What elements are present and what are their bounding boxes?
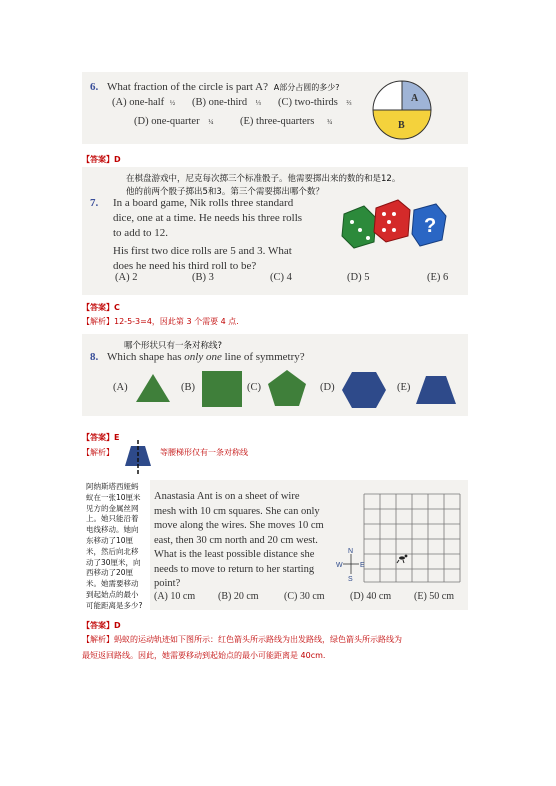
q7-answer: 【答案】C [82, 303, 120, 312]
q6-option-e: (E) three-quarters ¾ [240, 116, 333, 127]
trapezoid-shape [414, 374, 458, 406]
q6-cn: A部分占圆的多少? [273, 83, 340, 92]
q7-option-b: (B) 3 [192, 272, 214, 283]
q8-option-b: (B) [181, 382, 195, 393]
q8-option-c: (C) [247, 382, 261, 393]
q7-option-c: (C) 4 [270, 272, 292, 283]
q9-option-d: (D) 40 cm [350, 591, 392, 602]
q8-answer: 【答案】E [82, 433, 120, 442]
q9-answer: 【答案】D [82, 621, 121, 630]
triangle-shape [134, 372, 172, 404]
square-shape [201, 370, 243, 408]
q8-number: 8. [90, 351, 99, 363]
q6-stem [90, 80, 339, 95]
compass-s: S [348, 576, 353, 582]
q7-analysis: 【解析】12-5-3=4，因此第 3 个需要 4 点. [82, 317, 239, 326]
q6-option-a: (A) one-half ½ [112, 97, 176, 108]
q9-option-a: (A) 10 cm [154, 591, 196, 602]
compass-n: N [348, 548, 354, 555]
q6-option-c: (C) two-thirds ⅔ [278, 97, 352, 108]
q8-stem: 8. Which shape has only one line of symmetry? [90, 351, 305, 363]
q7-text: In a board game, Nik rolls three standard dice, one at a time. He needs his three rolls to add to 12. His first two dice rolls are 5 and 3. What does he need his third roll to be? [113, 197, 303, 272]
q8-option-d: (D) [320, 382, 335, 393]
circle-label-b: B [398, 120, 405, 131]
q6-number: 6. [90, 81, 99, 93]
q8-cn: 哪个形状只有一条对称线? [124, 341, 223, 351]
q9-option-c: (C) 30 cm [284, 591, 325, 602]
q7-number: 7. [90, 197, 99, 209]
compass-rose [336, 546, 366, 582]
q6-circle-diagram [370, 78, 434, 142]
q9-cn-text: 阿纳斯塔西娅蚂 蚁在一张10厘米 见方的金属丝网 上。她只能沿着 电线移动。她向 东移动了10厘 米，然后向北移 动了30厘米，向 西移动了20厘 米。她需要移动 到起始点的最小 可能距离是多少? [86, 482, 143, 610]
trapezoid-symmetry-figure [118, 440, 158, 474]
q8-analysis-text: 等腰梯形仅有一条对称线 [160, 448, 248, 457]
q8-option-a: (A) [113, 382, 128, 393]
q7-cn-line1: 在棋盘游戏中，尼克每次掷三个标准骰子。他需要掷出来的数的和是12。 [126, 174, 401, 184]
q6-option-d: (D) one-quarter ¼ [134, 116, 214, 127]
q6-answer: 【答案】D [82, 155, 121, 164]
q9-analysis-line2: 最短返回路线。因此，她需要移动到起始点的最小可能距离是 40cm. [82, 651, 326, 660]
q7-option-d: (D) 5 [347, 272, 370, 283]
q9-text: Anastasia Ant is on a sheet of wire mesh with 10 cm squares. She can only move along the wires. She moves 10 cm east, then 30 cm north and 20 cm west. What is the least possible distance she needs to move to return to her starting point? [154, 491, 324, 589]
hexagon-shape [340, 370, 388, 410]
ant-icon [397, 555, 407, 563]
q7-option-e: (E) 6 [427, 272, 449, 283]
q8-option-e: (E) [397, 382, 411, 393]
q6-option-b: (B) one-third ⅓ [192, 97, 261, 108]
dice-image [338, 196, 448, 252]
wire-mesh-grid [362, 492, 462, 584]
compass-w: W [336, 562, 343, 569]
svg-text:?: ? [424, 215, 437, 237]
q8-analysis-label: 【解析】 [82, 448, 114, 457]
q9-analysis-line1: 【解析】蚂蚁的运动轨迹如下图所示：红色箭头所示路线为出发路线，绿色箭头所示路线为 [82, 635, 402, 644]
q7-cn-line2: 他的前两个骰子掷出5和3。第三个需要掷出哪个数？ [126, 187, 324, 197]
circle-label-a: A [411, 93, 419, 104]
pentagon-shape [266, 368, 308, 408]
compass-e: E [360, 562, 365, 569]
q9-option-b: (B) 20 cm [218, 591, 259, 602]
q6-text: What fraction of the circle is part A? [107, 81, 268, 93]
q9-option-e: (E) 50 cm [414, 591, 454, 602]
q7-option-a: (A) 2 [115, 272, 138, 283]
